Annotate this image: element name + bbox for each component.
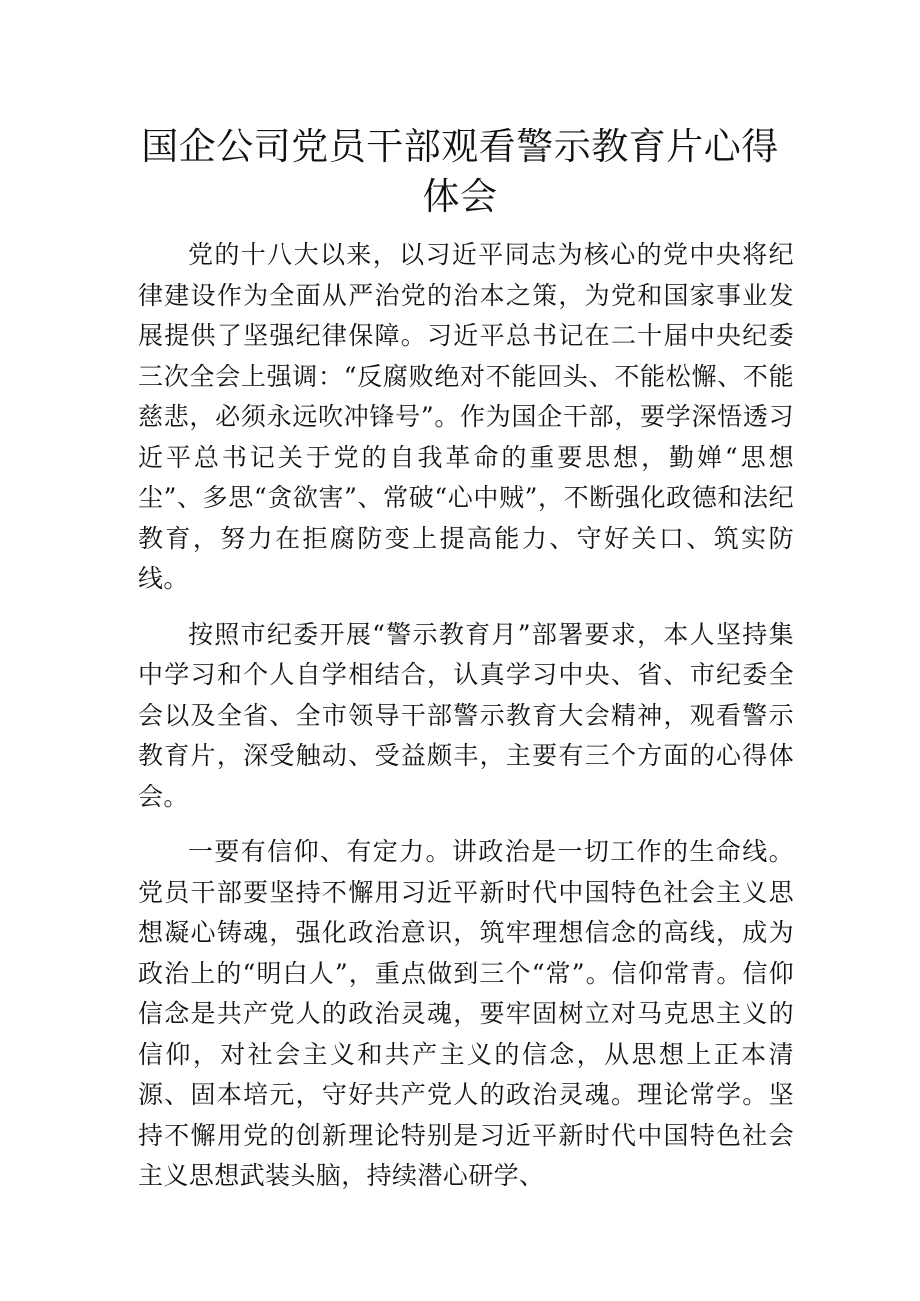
paragraph-1: 党的十八大以来，以习近平同志为核心的党中央将纪律建设作为全面从严治党的治本之策，为党和国家事业发展提供了坚强纪律保障。习近平总书记在二十届中央纪委三次全会上强调：“反腐败绝对不能回头、不能松懈、不能慈悲，必须永远吹冲锋号”。作为国企干部，要学深悟透习近平总书记关于党的自我革命的重要思想，勤婵“思想尘”、多思“贪欲害”、常破“心中贼”，不断强化政德和法纪教育，努力在拒腐防变上提高能力、守好关口、筑实防线。 <box>138 240 794 593</box>
paragraph-3: 一要有信仰、有定力。讲政治是一切工作的生命线。党员干部要坚持不懈用习近平新时代中国特色社会主义思想凝心铸魂，强化政治意识，筑牢理想信念的高线，成为政治上的“明白人”，重点做到三个“常”。信仰常青。信仰信念是共产党人的政治灵魂，要牢固树立对马克思主义的信仰，对社会主义和共产主义的信念，从思想上正本清源、固本培元，守好共产党人的政治灵魂。理论常学。坚持不懈用党的创新理论特别是习近平新时代中国特色社会主义思想武装头脑，持续潜心研学、 <box>138 837 794 1190</box>
document-body <box>138 235 794 1212</box>
paragraph-2: 按照市纪委开展“警示教育月”部署要求，本人坚持集中学习和个人自学相结合，认真学习中央、省、市纪委全会以及全省、全市领导干部警示教育大会精神，观看警示教育片，深受触动、受益颇丰，主要有三个方面的心得体会。 <box>138 619 794 811</box>
document-title: 国企公司党员干部观看警示教育片心得体会 <box>141 125 779 218</box>
